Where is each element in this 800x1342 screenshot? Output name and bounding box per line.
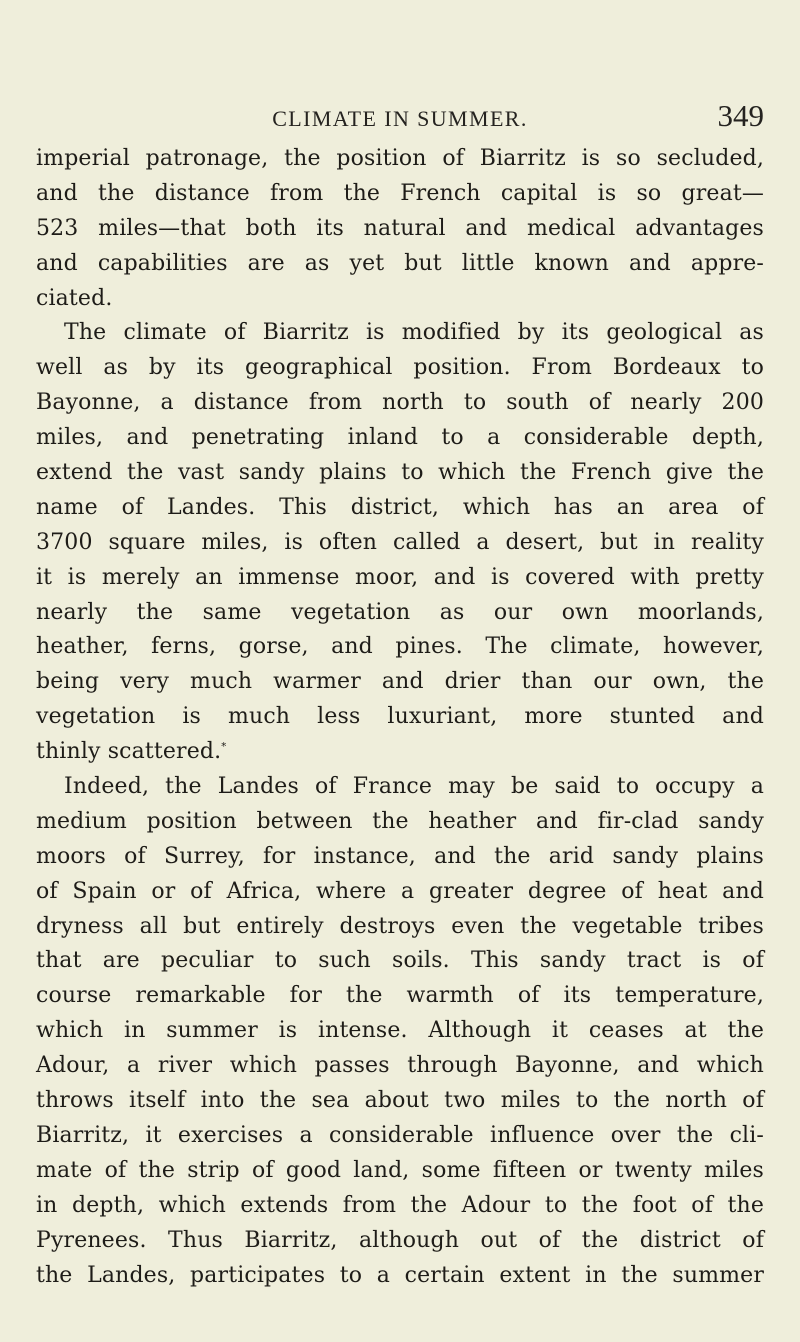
text-line: 3700 square miles, is often called a desert, but in reality xyxy=(36,529,764,555)
text-line: mate of the strip of good land, some fifteen or twenty miles xyxy=(36,1157,764,1183)
text-line: ciated. xyxy=(36,285,113,311)
text-line: nearly the same vegetation as our own moorlands, xyxy=(36,599,764,625)
text-line: Bayonne, a distance from north to south of nearly 200 xyxy=(36,390,764,416)
text-line: it is merely an immense moor, and is covered with pretty xyxy=(36,564,764,590)
text-line: course remarkable for the warmth of its temperature, xyxy=(36,983,764,1009)
text-line: which in summer is intense. Although it ceases at the xyxy=(36,1018,764,1044)
text-line: being very much warmer and drier than our own, the xyxy=(36,669,764,695)
text-line: extend the vast sandy plains to which the French give the xyxy=(36,460,764,486)
text-line: and capabilities are as yet but little known and appre- xyxy=(36,250,764,276)
text-line: dryness all but entirely destroys even the vegetable tribes xyxy=(36,913,764,939)
text-line: The climate of Biarritz is modified by its geological as xyxy=(64,320,764,346)
body-text xyxy=(36,142,764,1293)
running-title: CLIMATE IN SUMMER. xyxy=(272,106,528,131)
text-line: medium position between the heather and fir-clad sandy xyxy=(36,808,764,834)
text-line: name of Landes. This district, which has an area of xyxy=(36,494,764,520)
text-line: heather, ferns, gorse, and pines. The climate, however, xyxy=(36,634,764,660)
text-line: and the distance from the French capital is so great— xyxy=(36,180,764,206)
text-line: the Landes, participates to a certain extent in the summer xyxy=(36,1262,764,1288)
running-head xyxy=(36,98,764,138)
text-line: in depth, which extends from the Adour to the foot of the xyxy=(36,1192,764,1218)
text-line: moors of Surrey, for instance, and the arid sandy plains xyxy=(36,843,764,869)
text-line: Pyrenees. Thus Biarritz, although out of the district of xyxy=(36,1227,764,1253)
page-number: 349 xyxy=(717,98,764,133)
text-line: 523 miles—that both its natural and medical advantages xyxy=(36,215,764,241)
text-line: Biarritz, it exercises a considerable influence over the cli- xyxy=(36,1122,764,1148)
text-line xyxy=(36,735,764,770)
text-line: that are peculiar to such soils. This sandy tract is of xyxy=(36,948,764,974)
text-line: of Spain or of Africa, where a greater degree of heat and xyxy=(36,878,764,904)
text-line: throws itself into the sea about two miles to the north of xyxy=(36,1088,764,1114)
text-line: Adour, a river which passes through Bayonne, and which xyxy=(36,1053,764,1079)
text-line: Indeed, the Landes of France may be said to occupy a xyxy=(64,774,764,800)
text-line: miles, and penetrating inland to a considerable depth, xyxy=(36,425,764,451)
text-line: imperial patronage, the position of Biarritz is so secluded, xyxy=(36,146,764,171)
footnote-mark: * xyxy=(221,741,227,753)
text-line-content: thinly scattered. xyxy=(36,739,222,765)
text-line: well as by its geographical position. From Bordeaux to xyxy=(36,355,764,381)
text-line: vegetation is much less luxuriant, more stunted and xyxy=(36,704,764,730)
